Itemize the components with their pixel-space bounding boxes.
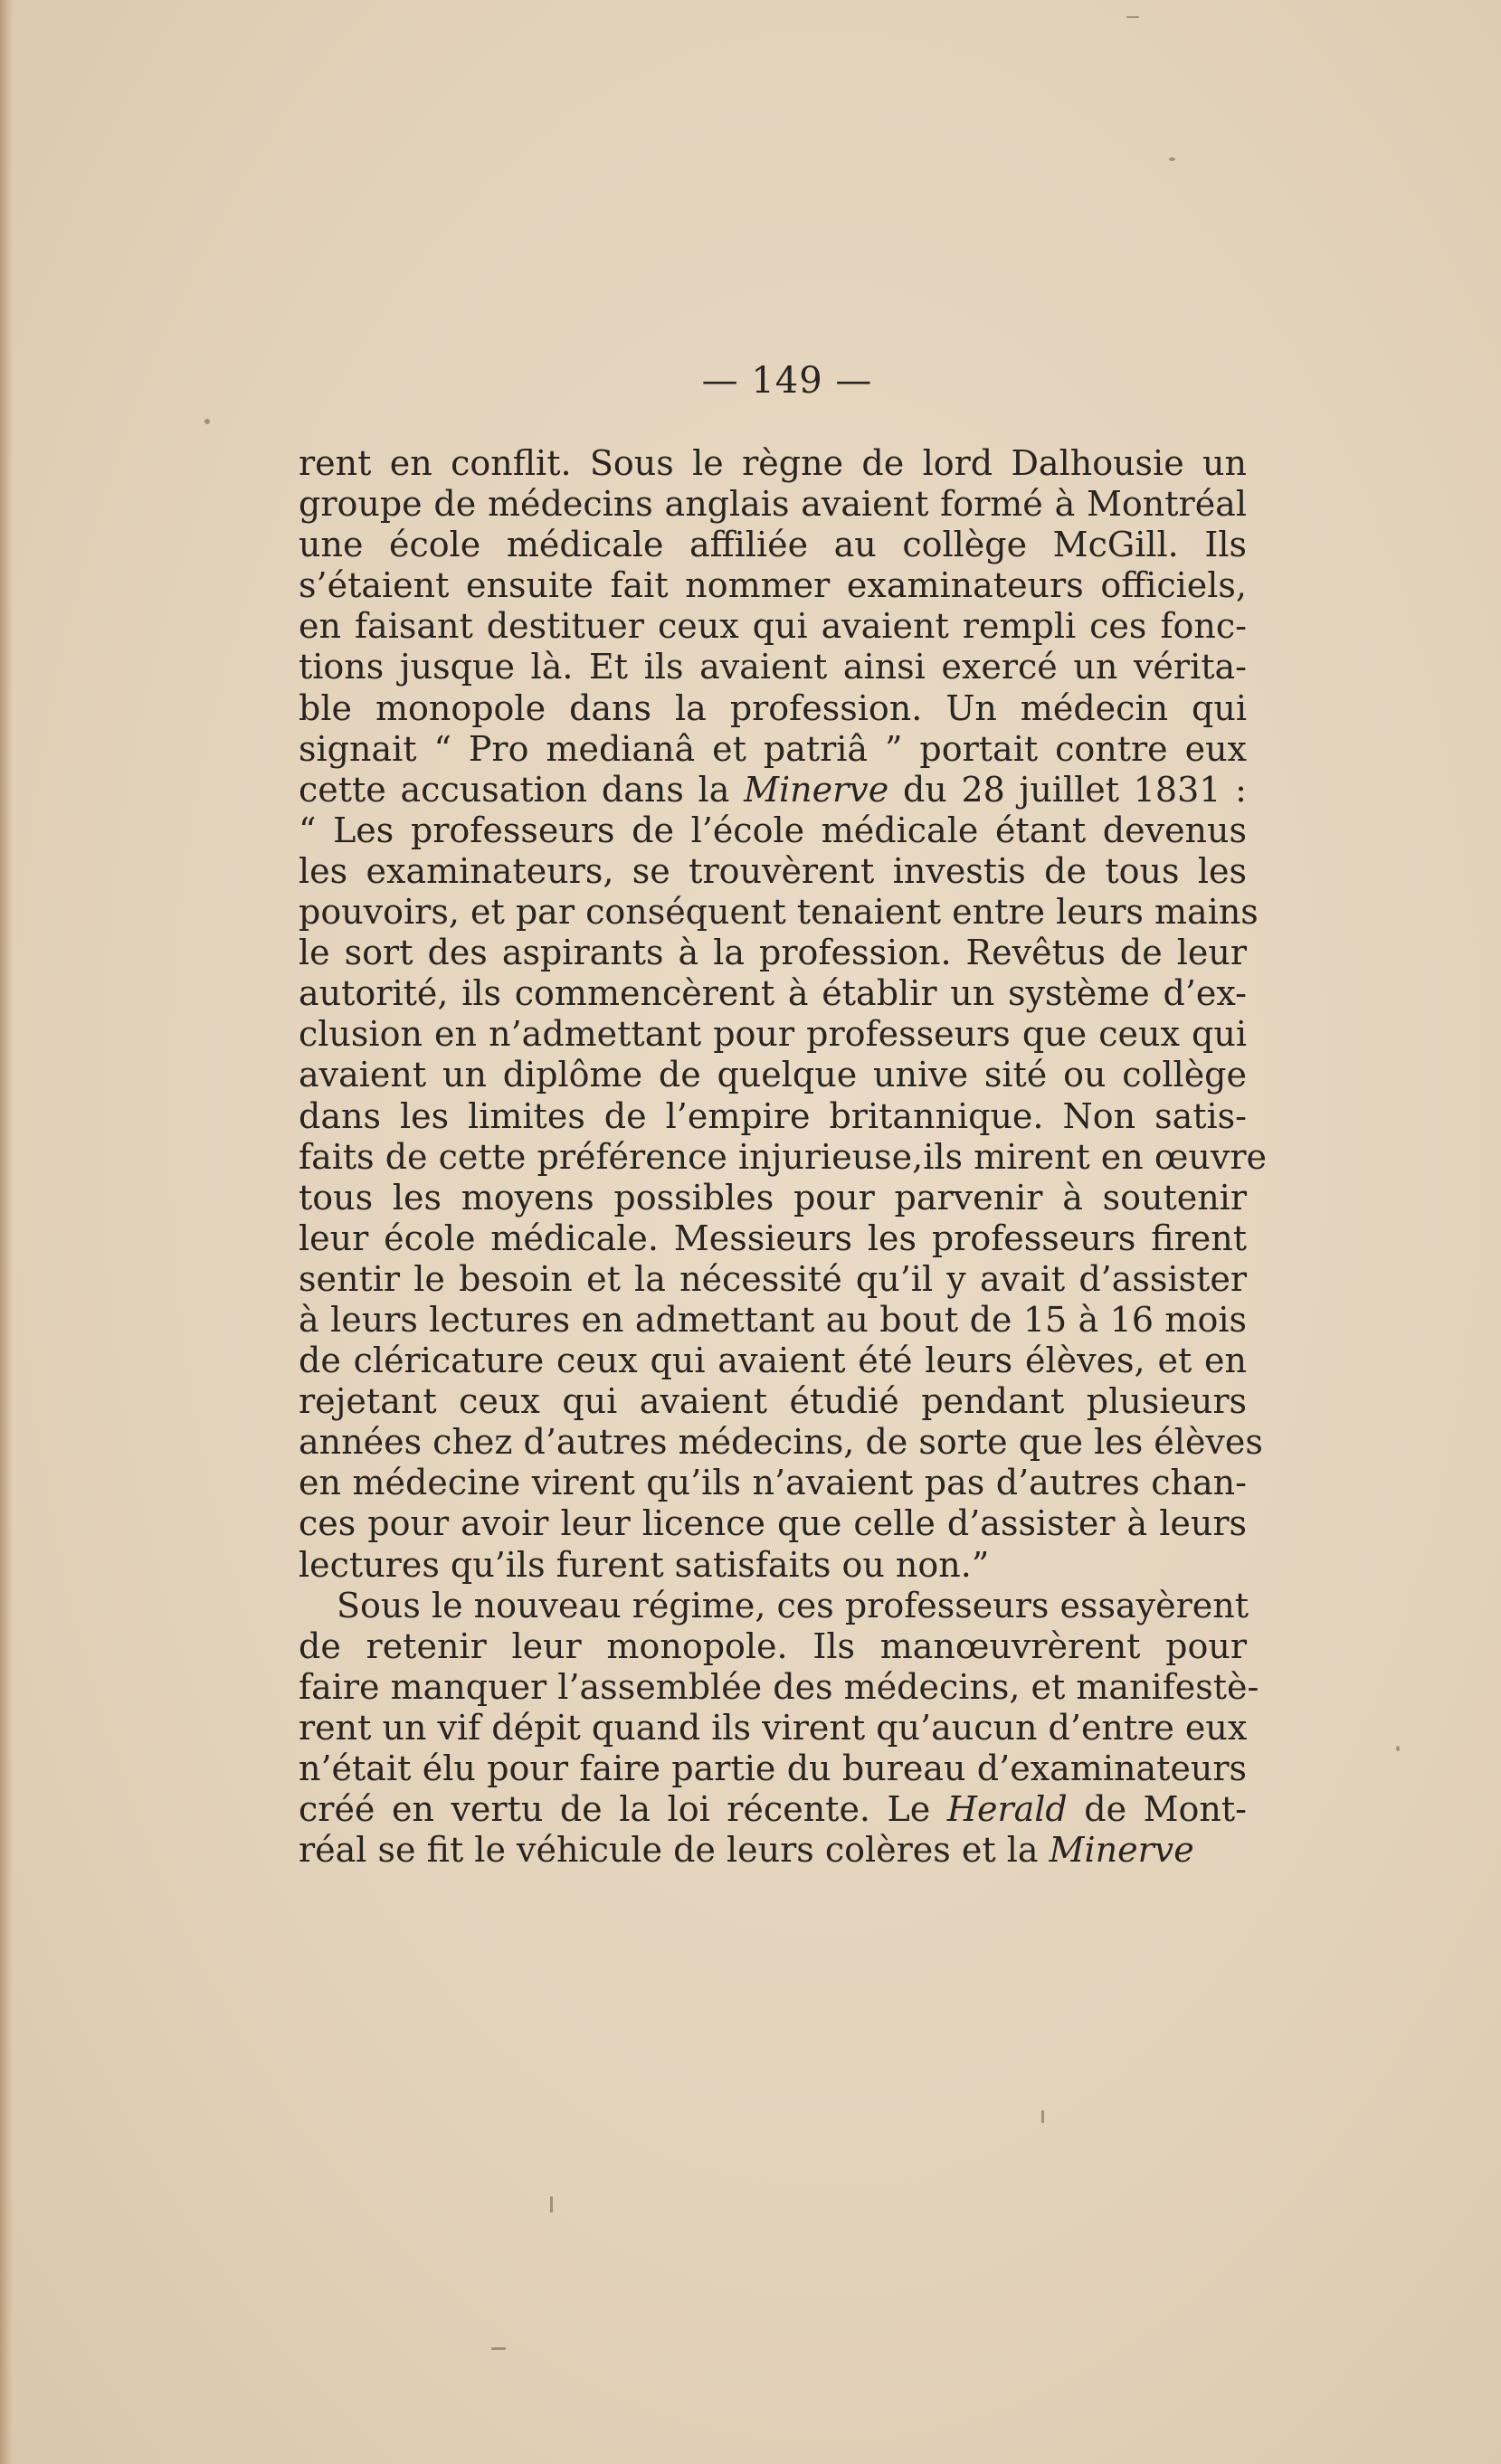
page-edge-shadow (0, 0, 13, 2464)
paper-speck (1169, 157, 1175, 161)
text-line: tions jusque là. Et ils avaient ainsi exercé un vérita- (299, 647, 1247, 687)
text-segment: cette accusation dans la (299, 769, 745, 810)
text-segment: créé en vertu de la loi récente. Le (299, 1789, 947, 1830)
paper-speck (1396, 1746, 1400, 1751)
italic-title: Minerve (744, 769, 889, 810)
text-line: une école médicale affiliée au collège McGill. Ils (299, 525, 1247, 565)
text-line: le sort des aspirants à la profession. Revêtus de leur (299, 933, 1247, 973)
text-line: ble monopole dans la profession. Un médecin qui (299, 687, 1247, 728)
text-line (299, 770, 1247, 810)
paper-speck (1126, 16, 1139, 18)
text-line: “ Les professeurs de l’école médicale étant devenus (299, 810, 1247, 850)
paper-speck (1041, 2110, 1044, 2123)
text-line: les examinateurs, se trouvèrent investis de tous les (299, 850, 1247, 891)
paragraph-1 (299, 443, 1267, 1586)
text-segment: réal se fit le véhicule de leurs colères et la (299, 1830, 1050, 1871)
text-line: pouvoirs, et par conséquent tenaient entre leurs mains (299, 892, 1259, 933)
text-line: années chez d’autres médecins, de sorte que les élèves (299, 1422, 1263, 1463)
text-line: Sous le nouveau régime, ces professeurs essayèrent (337, 1585, 1249, 1625)
text-line: de cléricature ceux qui avaient été leurs élèves, et en (299, 1341, 1247, 1381)
text-line: clusion en n’admettant pour professeurs que ceux qui (299, 1014, 1247, 1055)
text-line: tous les moyens possibles pour parvenir à soutenir (299, 1177, 1247, 1218)
text-line: ces pour avoir leur licence que celle d’assister à leurs (299, 1503, 1247, 1544)
text-line: groupe de médecins anglais avaient formé à Montréal (299, 484, 1247, 525)
text-line: en faisant destituer ceux qui avaient rempli ces fonc- (299, 606, 1247, 647)
text-line: à leurs lectures en admettant au bout de 15 à 16 mois (299, 1299, 1247, 1340)
text-segment: de Mont- (1067, 1789, 1248, 1830)
paper-speck (491, 2347, 506, 2350)
text-line: rent en conflit. Sous le règne de lord Dalhousie un (299, 443, 1247, 483)
italic-title: Minerve (1049, 1830, 1194, 1871)
text-line (299, 1830, 1247, 1871)
text-line: rejetant ceux qui avaient étudié pendant plusieurs (299, 1381, 1247, 1422)
text-line: sentir le besoin et la nécessité qu’il y avait d’assister (299, 1258, 1247, 1299)
text-line: faire manquer l’assemblée des médecins, et manifestè- (299, 1666, 1259, 1707)
page-number: — 149 — (701, 360, 873, 402)
text-line: autorité, ils commencèrent à établir un système d’ex- (299, 973, 1247, 1014)
text-line: signait “ Pro medianâ et patriâ ” portait contre eux (299, 728, 1247, 769)
text-line: avaient un diplôme de quelque unive sité ou collège (299, 1055, 1247, 1095)
text-line: leur école médicale. Messieurs les professeurs firent (299, 1218, 1247, 1258)
italic-title: Herald (946, 1789, 1068, 1830)
text-segment: du 28 juillet 1831 : (888, 769, 1247, 810)
text-line: de retenir leur monopole. Ils manœuvrèrent pour (299, 1625, 1247, 1666)
text-line: en médecine virent qu’ils n’avaient pas d’autres chan- (299, 1463, 1247, 1503)
text-line (299, 1789, 1247, 1830)
paper-speck (204, 419, 210, 424)
paper-speck (550, 2196, 553, 2213)
paragraph-2 (299, 1585, 1259, 1872)
text-line: lectures qu’ils furent satisfaits ou non.” (299, 1544, 990, 1585)
text-line: dans les limites de l’empire britannique. Non satis- (299, 1095, 1247, 1136)
text-line: faits de cette préférence injurieuse,ils mirent en œuvre (299, 1136, 1267, 1177)
text-line: rent un vif dépit quand ils virent qu’aucun d’entre eux (299, 1707, 1248, 1748)
text-line: s’étaient ensuite fait nommer examinateurs officiels, (299, 565, 1247, 606)
body-text (299, 443, 1267, 1871)
text-line: n’était élu pour faire partie du bureau d’examinateurs (299, 1748, 1247, 1788)
